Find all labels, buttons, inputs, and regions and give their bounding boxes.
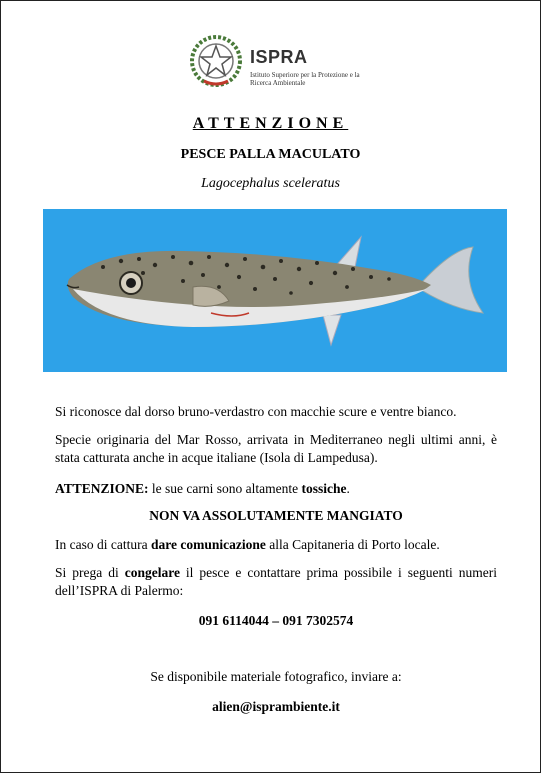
contact-email[interactable]: alien@isprambiente.it [212, 699, 340, 714]
do-not-eat-notice: NON VA ASSOLUTAMENTE MANGIATO [149, 508, 403, 523]
report-end: alla Capitaneria di Porto locale. [265, 537, 440, 552]
logo-name: ISPRA [250, 47, 308, 67]
freeze-bold: congelare [124, 565, 180, 580]
paragraph-recognition: Si riconosce dal dorso bruno-verdastro con macchie scure e ventre bianco. [55, 404, 457, 419]
phone-numbers: 091 6114044 – 091 7302574 [198, 613, 354, 628]
attention-heading: ATTENZIONE [192, 115, 349, 132]
warning-end: . [346, 481, 350, 496]
report-start: In caso di cattura [55, 537, 151, 552]
pufferfish-photo [43, 209, 507, 372]
toxic-word: tossiche [301, 481, 347, 496]
paragraph-freeze [55, 564, 497, 600]
logo-subtitle: Istituto Superiore per la Protezione e la Ricerca Ambientale [250, 71, 360, 87]
warning-label: ATTENZIONE: [55, 481, 149, 496]
italian-emblem-icon [188, 33, 244, 89]
species-common-name: PESCE PALLA MACULATO [180, 147, 361, 162]
warning-text: le sue carni sono altamente [148, 481, 302, 496]
paragraph-origin: Specie originaria del Mar Rosso, arrivata in Mediterraneo negli ultimi anni, è stata catturata anche in acque italiane (Isola di Lampedusa). [55, 432, 497, 465]
ispra-logo [188, 33, 358, 97]
species-latin-name: Lagocephalus sceleratus [201, 176, 340, 191]
pufferfish-illustration [43, 209, 507, 372]
photo-note: Se disponibile materiale fotografico, inviare a: [150, 669, 402, 684]
report-bold: dare comunicazione [150, 537, 266, 552]
paragraph-report [55, 536, 497, 554]
paragraph-toxic-warning [55, 480, 497, 498]
freeze-end: il pesce e contattare prima possibile i seguenti numeri dell’ISPRA di Palermo: [55, 565, 497, 598]
freeze-start: Si prega di [55, 565, 125, 580]
